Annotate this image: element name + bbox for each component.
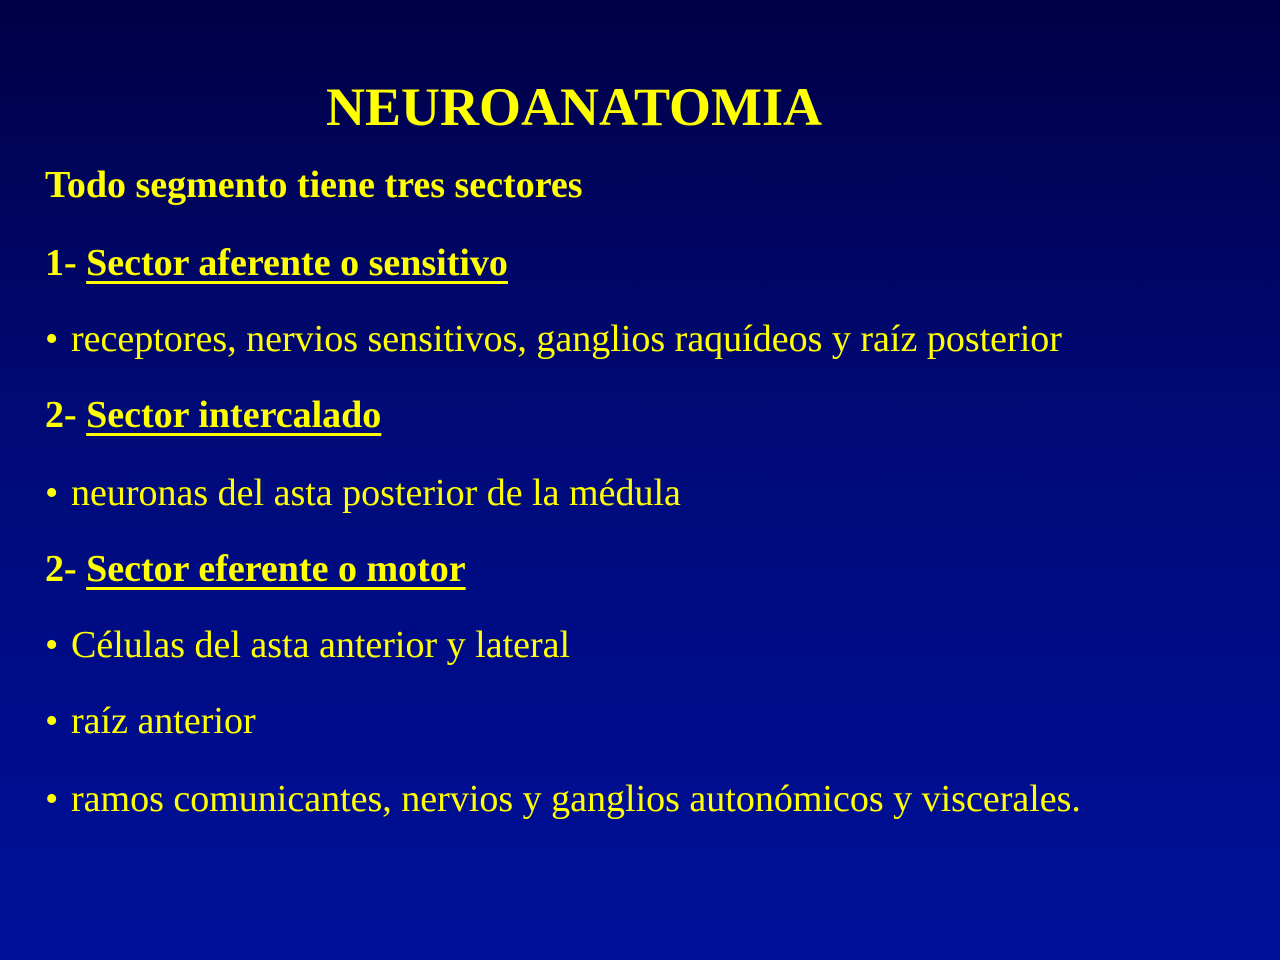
section-heading-afferent	[45, 238, 508, 288]
section-heading-efferent	[45, 544, 466, 594]
bullet-text: raíz anterior	[71, 700, 256, 742]
bullet-text: receptores, nervios sensitivos, ganglios raquídeos y raíz posterior	[71, 318, 1062, 360]
bullet-item	[45, 774, 1081, 824]
bullet-icon: •	[45, 624, 59, 666]
bullet-item	[45, 620, 570, 670]
section-number: 1-	[45, 242, 87, 284]
bullet-text: ramos comunicantes, nervios y ganglios autonómicos y viscerales.	[71, 778, 1081, 820]
bullet-icon: •	[45, 472, 59, 514]
bullet-item	[45, 314, 1062, 364]
section-heading-text: Sector intercalado	[86, 394, 382, 436]
bullet-icon: •	[45, 700, 59, 742]
bullet-item	[45, 468, 681, 518]
bullet-item	[45, 696, 256, 746]
section-heading-text: Sector aferente o sensitivo	[86, 242, 508, 284]
section-heading-intercalated	[45, 390, 381, 440]
bullet-icon: •	[45, 318, 59, 360]
bullet-text: Células del asta anterior y lateral	[71, 624, 571, 666]
section-number: 2-	[45, 548, 87, 590]
section-number: 2-	[45, 394, 87, 436]
bullet-text: neuronas del asta posterior de la médula	[71, 472, 681, 514]
intro-text: Todo segmento tiene tres sectores	[45, 164, 583, 206]
slide-title: NEUROANATOMIA	[326, 77, 823, 137]
section-heading-text: Sector eferente o motor	[86, 548, 466, 590]
bullet-icon: •	[45, 778, 59, 820]
